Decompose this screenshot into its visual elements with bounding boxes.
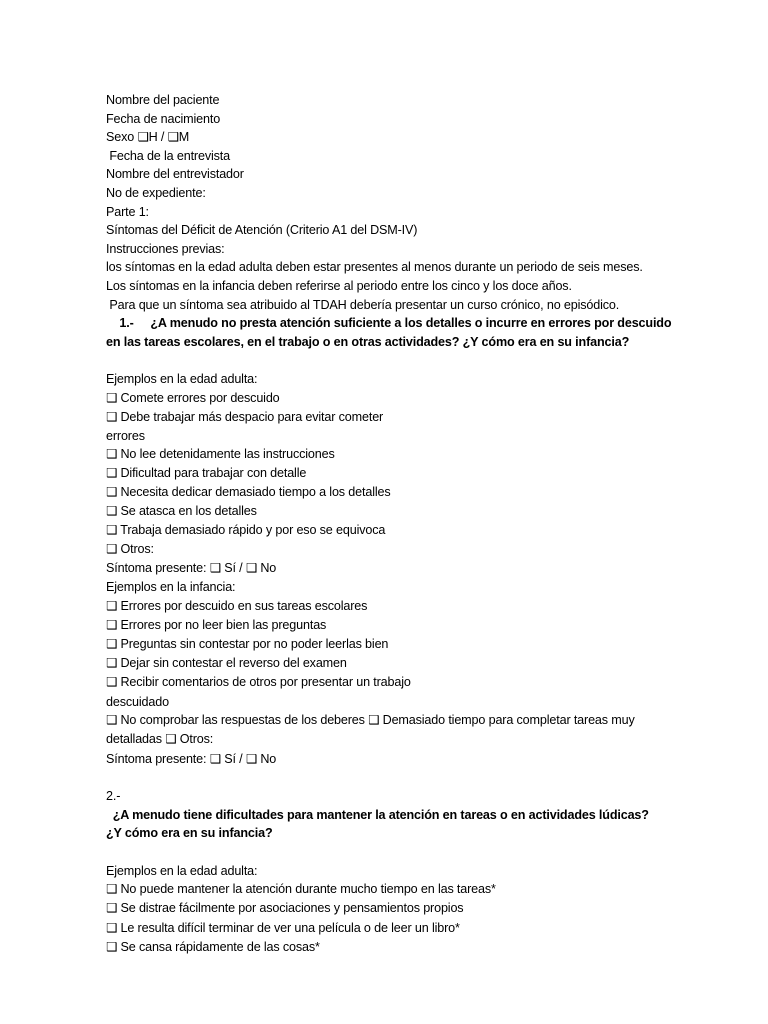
question-1-line-1: 1.- ¿A menudo no presta atención suficiente a los detalles o incurre en errores por descuido <box>106 316 672 331</box>
checklist-item: ❑ Le resulta difícil terminar de ver una película o de leer un libro* <box>106 920 460 935</box>
checklist-item: ❑ Debe trabajar más despacio para evitar cometer <box>106 409 384 424</box>
checklist-item: ❑ Otros: <box>106 542 154 557</box>
instruction-line: Los síntomas en la infancia deben referirse al periodo entre los cinco y los doce años. <box>106 278 572 293</box>
spacer <box>106 351 666 370</box>
birth-date-label: Fecha de nacimiento <box>106 111 221 126</box>
checklist-item: ❑ No puede mantener la atención durante mucho tiempo en las tareas* <box>106 882 496 897</box>
checklist-item: ❑ Recibir comentarios de otros por presentar un trabajo <box>106 675 411 690</box>
checklist-item: ❑ Se cansa rápidamente de las cosas* <box>106 939 320 954</box>
checklist-item: ❑ Comete errores por descuido <box>106 390 280 405</box>
patient-name-label: Nombre del paciente <box>106 93 220 107</box>
checklist-item: ❑ Dificultad para trabajar con detalle <box>106 466 307 481</box>
instruction-line: los síntomas en la edad adulta deben estar presentes al menos durante un periodo de seis meses. <box>106 260 643 275</box>
question-2-number: 2.- <box>106 789 121 804</box>
document-page <box>106 91 672 957</box>
checklist-item: ❑ Necesita dedicar demasiado tiempo a los detalles <box>106 484 391 499</box>
spacer <box>106 843 666 862</box>
q1-adult-examples-label: Ejemplos en la edad adulta: <box>106 371 258 386</box>
checklist-item: ❑ Dejar sin contestar el reverso del examen <box>106 656 347 671</box>
checklist-item: ❑ No comprobar las respuestas de los deberes ❑ Demasiado tiempo para completar tareas muy <box>106 713 635 728</box>
q1-child-symptom-present: Síntoma presente: ❑ Sí / ❑ No <box>106 751 277 766</box>
checklist-item: ❑ Se atasca en los detalles <box>106 503 257 518</box>
checklist-item: ❑ Preguntas sin contestar por no poder leerlas bien <box>106 636 389 651</box>
checklist-item: ❑ Errores por no leer bien las preguntas <box>106 617 327 632</box>
checklist-item-continuation: descuidado <box>106 694 169 709</box>
instructions-label: Instrucciones previas: <box>106 241 225 256</box>
question-2-line-1: ¿A menudo tiene dificultades para mantener la atención en tareas o en actividades lúdicas? <box>106 807 649 822</box>
checklist-item: ❑ Se distrae fácilmente por asociaciones y pensamientos propios <box>106 901 464 916</box>
checklist-item-continuation: errores <box>106 428 145 443</box>
file-number-label: No de expediente: <box>106 185 206 200</box>
question-2-line-2: ¿Y cómo era en su infancia? <box>106 826 273 841</box>
checklist-item: ❑ Errores por descuido en sus tareas escolares <box>106 598 368 613</box>
q2-adult-examples-label: Ejemplos en la edad adulta: <box>106 863 258 878</box>
instruction-line: Para que un síntoma sea atribuido al TDAH debería presentar un curso crónico, no episódico. <box>106 297 620 312</box>
checklist-item: ❑ No lee detenidamente las instrucciones <box>106 447 335 462</box>
interview-date-label: Fecha de la entrevista <box>106 148 230 163</box>
checklist-item: detalladas ❑ Otros: <box>106 732 214 747</box>
question-1-line-2: en las tareas escolares, en el trabajo o en otras actividades? ¿Y cómo era en su infancia? <box>106 334 630 349</box>
sex-field: Sexo ❑H / ❑M <box>106 130 190 145</box>
q1-child-examples-label: Ejemplos en la infancia: <box>106 580 236 594</box>
spacer <box>106 769 666 788</box>
part-title: Parte 1: <box>106 204 149 219</box>
checklist-item: ❑ Trabaja demasiado rápido y por eso se equivoca <box>106 523 386 538</box>
part-subtitle: Síntomas del Déficit de Atención (Criterio A1 del DSM-IV) <box>106 223 418 238</box>
interviewer-name-label: Nombre del entrevistador <box>106 167 244 182</box>
q1-adult-symptom-present: Síntoma presente: ❑ Sí / ❑ No <box>106 560 277 575</box>
